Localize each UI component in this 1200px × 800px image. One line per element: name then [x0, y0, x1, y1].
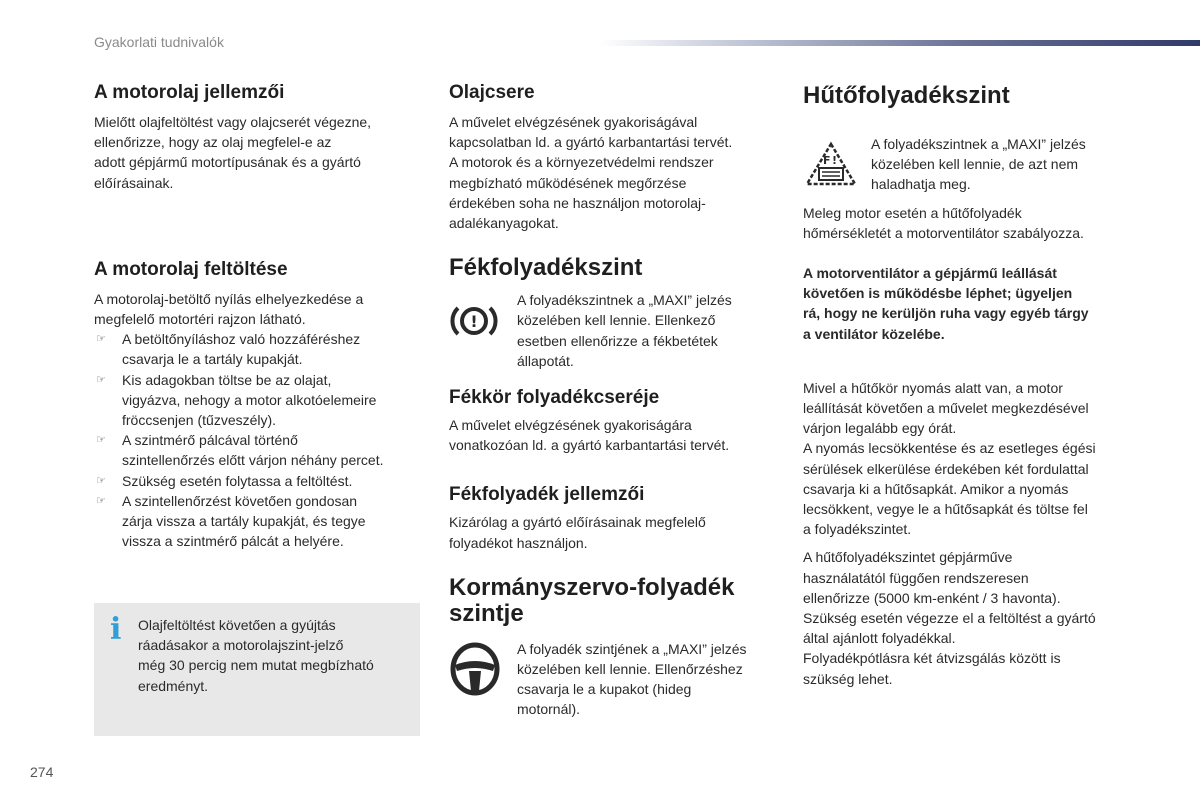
svg-text:!: ! [470, 312, 478, 332]
list-item [94, 430, 424, 470]
text-line: megbízható működésének megőrzése [449, 174, 687, 191]
info-text [138, 615, 408, 696]
page-header-section: Gyakorlati tudnivalók [94, 34, 224, 50]
column-right [803, 80, 1133, 689]
text-line: A szintmérő pálcával történő [122, 432, 298, 449]
text-line: várjon legalább egy órát. [803, 420, 957, 437]
paragraph-pressure [803, 378, 1133, 540]
text-line: Folyadékpótlásra két átvizsgálás között is [803, 650, 1061, 667]
paragraph-oil-topup [94, 289, 424, 329]
text-line: Olajfeltöltést követően a gyújtás [138, 617, 336, 633]
column-middle [449, 80, 779, 720]
warning-fan [803, 263, 1133, 344]
text-line: szükség lehet. [803, 670, 893, 687]
text-line: haladhatja meg. [871, 176, 971, 193]
text-line: által ajánlott folyadékkal. [803, 630, 956, 647]
list-item [94, 491, 424, 552]
text-line: közelében kell lennie. Ellenkező [517, 312, 716, 329]
power-steering-text [517, 639, 779, 720]
text-line: rá, hogy ne kerüljön ruha vagy egyéb tárgy [803, 305, 1089, 322]
coolant-warning-icon [803, 140, 859, 195]
coolant-row [803, 134, 1133, 195]
page-number: 274 [30, 764, 54, 780]
text-line: A motorventilátor a gépjármű leállását [803, 265, 1057, 282]
pointing-hand-icon: ☞ [96, 373, 106, 386]
text-line: adalékanyagokat. [449, 215, 559, 232]
text-line: a ventilátor közelébe. [803, 325, 945, 342]
header-gradient-bar [600, 40, 1200, 46]
brake-fluid-text [517, 290, 779, 371]
heading-coolant-level: Hűtőfolyadékszint [803, 82, 1010, 109]
text-line: vigyázva, nehogy a motor alkotóelemeire [122, 391, 377, 408]
pointing-hand-icon: ☞ [96, 333, 106, 346]
text-line: zárja vissza a tartály kupakját, és tegye [122, 513, 366, 530]
text-line: Kis adagokban töltse be az olajat, [122, 371, 332, 388]
list-item [94, 471, 424, 491]
heading-brake-fluid-level: Fékfolyadékszint [449, 254, 643, 282]
text-line: fröccsenjen (tűzveszély). [122, 412, 277, 429]
text-line: a folyadékszintet. [803, 521, 912, 538]
svg-text:!: ! [832, 154, 838, 167]
text-line: csavarja le a tartály kupakját. [122, 351, 303, 368]
text-line: sérülések elkerülése érdekében két fordulattal [803, 460, 1089, 477]
list-item [94, 370, 424, 431]
bullet-list-oil-topup [94, 329, 424, 551]
text-line: megfelelő motortéri rajzon látható. [94, 311, 306, 328]
text-line: esetben ellenőrizze a fékbetétek [517, 332, 718, 349]
text-line: vonatkozóan ld. a gyártó karbantartási tervét. [449, 437, 730, 454]
text-line: szintellenőrzés előtt várjon néhány percet. [122, 452, 384, 469]
text-line: hőmérsékletét a motorventilátor szabályozza. [803, 224, 1084, 241]
paragraph-coolant-temp [803, 203, 1133, 243]
text-line: A művelet elvégzésének gyakoriságára [449, 417, 692, 434]
text-line: A betöltőnyíláshoz való hozzáféréshez [122, 331, 361, 348]
text-line: kapcsolatban ld. a gyártó karbantartási tervét. [449, 134, 733, 151]
text-line: követően is működésbe léphet; ügyeljen [803, 285, 1073, 302]
heading-engine-oil-specs: A motorolaj jellemzői [94, 82, 285, 103]
text-line: folyadékot használjon. [449, 534, 588, 551]
heading-power-steering [449, 575, 779, 627]
text-line: Meleg motor esetén a hűtőfolyadék [803, 204, 1022, 221]
text-line: A művelet elvégzésének gyakoriságával [449, 114, 698, 130]
paragraph-check-frequency [803, 547, 1133, 688]
text-line: A nyomás lecsökkentése és az esetleges égési [803, 440, 1096, 457]
paragraph-oil-specs [94, 112, 424, 193]
text-line: érdekében soha ne használjon motorolaj- [449, 194, 706, 211]
paragraph-brake-fluid-specs [449, 512, 779, 552]
text-line: csavarja ki a hűtősapkát. Amikor a nyomás [803, 480, 1069, 497]
text-line: ellenőrizze (5000 km-enként / 3 havonta). [803, 589, 1061, 606]
svg-text:F: F [823, 154, 831, 167]
text-line: használatától függően rendszeresen [803, 569, 1029, 586]
text-line: ellenőrizze, hogy az olaj megfelel-e az [94, 134, 332, 151]
heading-line: Kormányszervo-folyadék [449, 573, 735, 601]
brake-fluid-row [449, 290, 779, 371]
text-line: A folyadék szintjének a „MAXI” jelzés [517, 640, 747, 657]
text-line: A szintellenőrzést követően gondosan [122, 492, 358, 509]
text-line: közelében kell lennie. Ellenőrzéshez [517, 661, 743, 678]
text-line: vissza a szintmérő pálcát a helyére. [122, 533, 344, 550]
power-steering-row [449, 639, 779, 720]
pointing-hand-icon: ☞ [96, 474, 106, 487]
text-line: Mielőtt olajfeltöltést vagy olajcserét végezne, [94, 114, 372, 130]
text-line: állapotát. [517, 352, 574, 369]
text-line: még 30 percig nem mutat megbízható [138, 657, 374, 674]
text-line: ráadásakor a motorolajszint-jelző [138, 637, 344, 654]
steering-wheel-icon [449, 641, 501, 702]
text-line: Mivel a hűtőkör nyomás alatt van, a motor [803, 379, 1063, 396]
text-line: Szükség esetén végezze el a feltöltést a gyártó [803, 610, 1096, 627]
text-line: A hűtőfolyadékszintet gépjárműve [803, 549, 1013, 566]
brake-warning-icon [449, 300, 499, 347]
text-line: lecsökkent, vegye le a hűtősapkát és töltse fel [803, 501, 1088, 518]
text-line: csavarja le a kupakot (hideg [517, 681, 692, 698]
heading-oil-change: Olajcsere [449, 82, 535, 103]
text-line: Szükség esetén folytassa a feltöltést. [122, 472, 353, 489]
pointing-hand-icon: ☞ [96, 494, 106, 507]
text-line: adott gépjármű motortípusának és a gyártó [94, 154, 361, 171]
info-box-oil-level [94, 603, 420, 736]
paragraph-brake-fluid-change [449, 415, 779, 455]
text-line: A motorok és a környezetvédelmi rendszer [449, 154, 714, 171]
info-icon: i [110, 612, 122, 647]
text-line: Kizárólag a gyártó előírásainak megfelelő [449, 514, 706, 531]
text-line: eredményt. [138, 677, 209, 694]
coolant-text [871, 134, 1133, 195]
text-line: A motorolaj-betöltő nyílás elhelyezkedése a [94, 290, 364, 307]
heading-line: szintje [449, 599, 524, 627]
heading-brake-fluid-change: Fékkör folyadékcseréje [449, 387, 660, 409]
list-item [94, 329, 424, 369]
pointing-hand-icon: ☞ [96, 434, 106, 447]
text-line: előírásainak. [94, 174, 174, 191]
text-line: közelében kell lennie, de azt nem [871, 156, 1079, 173]
text-line: A folyadékszintnek a „MAXI” jelzés [517, 292, 732, 309]
paragraph-oil-change [449, 112, 779, 233]
heading-brake-fluid-specs: Fékfolyadék jellemzői [449, 484, 645, 506]
column-left [94, 80, 424, 551]
text-line: leállítását követően a művelet megkezdésével [803, 400, 1089, 417]
text-line: A folyadékszintnek a „MAXI” jelzés [871, 136, 1086, 152]
text-line: motornál). [517, 701, 581, 718]
heading-oil-topup: A motorolaj feltöltése [94, 258, 288, 280]
